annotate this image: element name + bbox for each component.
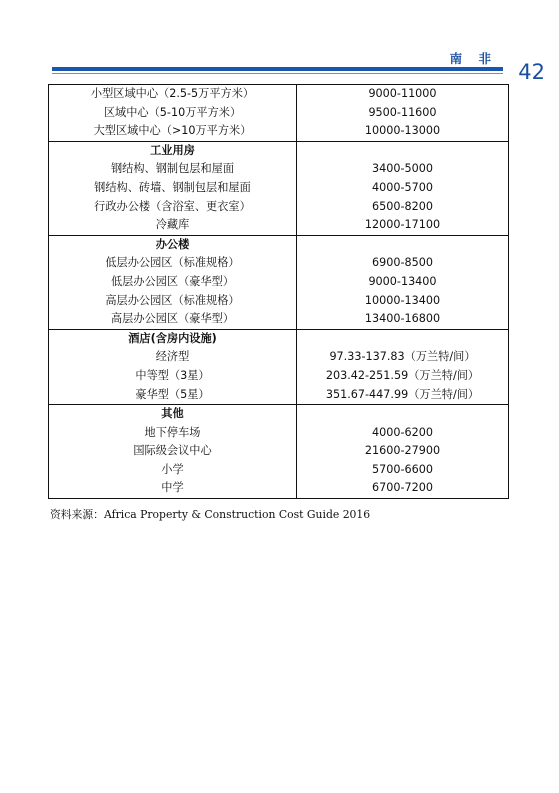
range-cell: 203.42-251.59（万兰特/间） <box>297 367 509 386</box>
header-country: 南 非 <box>449 51 497 66</box>
item-cell: 钢结构、钢制包层和屋面 <box>110 162 235 176</box>
category-row <box>49 405 509 424</box>
category-heading: 办公楼 <box>155 237 190 251</box>
page-number: 42 <box>518 60 545 84</box>
item-cell: 钢结构、砖墙、钢制包层和屋面 <box>94 180 251 194</box>
table-row <box>49 424 509 443</box>
item-cell: 小型区域中心（2.5-5万平方米） <box>90 87 255 100</box>
item-cell: 小学 <box>161 462 184 476</box>
range-cell: 5700-6600 <box>297 461 509 480</box>
item-cell: 冷藏库 <box>49 216 297 235</box>
range-cell: 6500-8200 <box>297 198 509 217</box>
range-cell: 21600-27900 <box>297 442 509 461</box>
table-row <box>49 254 509 273</box>
category-row <box>49 235 509 254</box>
range-cell: 4000-6200 <box>297 424 509 443</box>
cost-table <box>48 84 509 499</box>
header-rule <box>52 67 503 71</box>
item-cell: 豪华型（5星） <box>49 386 297 405</box>
table-row <box>49 122 509 141</box>
category-row <box>49 141 509 160</box>
range-cell: 3400-5000 <box>297 160 509 179</box>
item-cell: 高层办公园区（豪华型） <box>49 310 297 329</box>
item-cell: 高层办公园区（标准规格） <box>105 293 240 307</box>
item-cell: 国际级会议中心 <box>133 444 212 458</box>
table-row <box>49 442 509 461</box>
range-cell: 6700-7200 <box>297 479 509 498</box>
item-cell: 大型区域中心（>10万平方米） <box>49 122 297 141</box>
range-cell-empty <box>297 235 509 254</box>
range-cell: 9500-11600 <box>297 104 509 123</box>
source-note: 资料来源：Africa Property & Construction Cost Guide 2016 <box>50 508 371 521</box>
item-cell: 区域中心（5-10万平方米） <box>103 105 242 119</box>
range-cell-empty <box>297 141 509 160</box>
table-row <box>49 273 509 292</box>
range-cell-empty <box>297 405 509 424</box>
table-row <box>49 348 509 367</box>
range-cell: 10000-13400 <box>297 292 509 311</box>
table-row <box>49 479 509 498</box>
category-heading: 酒店(含房内设施) <box>128 331 217 345</box>
category-heading: 其他 <box>161 407 184 421</box>
table-row <box>49 160 509 179</box>
range-cell: 10000-13000 <box>297 122 509 141</box>
range-cell: 9000-13400 <box>297 273 509 292</box>
table-row <box>49 461 509 480</box>
range-cell-empty <box>297 329 509 348</box>
category-heading: 工业用房 <box>150 143 195 157</box>
category-row <box>49 329 509 348</box>
item-cell: 行政办公楼（含浴室、更衣室） <box>94 199 251 213</box>
item-cell: 经济型 <box>155 350 190 364</box>
table-row <box>49 104 509 123</box>
item-cell: 低层办公园区（豪华型） <box>110 274 235 288</box>
table-row <box>49 85 509 104</box>
header-rule-thin <box>52 73 503 74</box>
item-cell: 地下停车场 <box>144 425 201 439</box>
table-row <box>49 216 509 235</box>
range-cell: 13400-16800 <box>297 310 509 329</box>
item-cell: 中学 <box>161 481 184 495</box>
item-cell: 低层办公园区（标准规格） <box>105 256 240 270</box>
range-cell: 97.33-137.83（万兰特/间） <box>297 348 509 367</box>
table-row <box>49 310 509 329</box>
table-row <box>49 292 509 311</box>
range-cell: 12000-17100 <box>297 216 509 235</box>
range-cell: 9000-11000 <box>297 85 509 104</box>
range-cell: 6900-8500 <box>297 254 509 273</box>
item-cell: 中等型（3星） <box>135 368 210 382</box>
table-row <box>49 386 509 405</box>
table-row <box>49 198 509 217</box>
range-cell: 4000-5700 <box>297 179 509 198</box>
range-cell: 351.67-447.99（万兰特/间） <box>297 386 509 405</box>
table-row <box>49 367 509 386</box>
table-row <box>49 179 509 198</box>
